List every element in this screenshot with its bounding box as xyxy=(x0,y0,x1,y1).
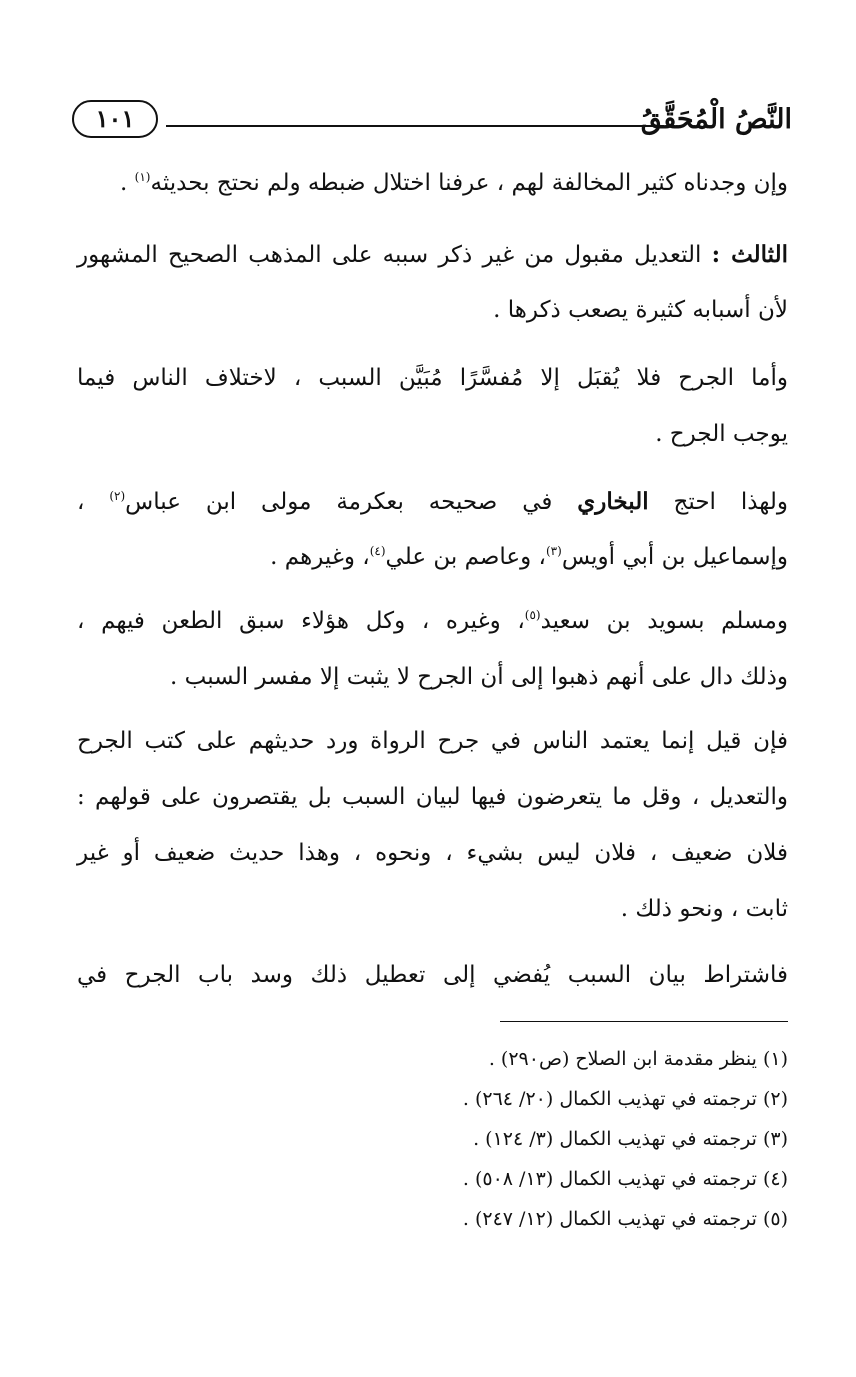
text-run: ، وغيره ، وكل هؤلاء سبق الطعن فيهم ، xyxy=(77,608,525,634)
footnote-mark: (٤) xyxy=(369,544,386,558)
footnote-mark: (١) xyxy=(134,170,151,184)
page-header xyxy=(72,96,792,156)
text-run: التعديل مقبول من غير ذكر سببه على المذهب الصحيح المشهور xyxy=(77,242,702,268)
text-run: . xyxy=(120,170,135,196)
text-line xyxy=(77,608,788,648)
footnote-separator xyxy=(500,1021,788,1022)
text-run: ولهذا احتج xyxy=(673,489,789,515)
text-line: فلان ضعيف ، فلان ليس بشيء ، ونحوه ، وهذا حديث ضعيف أو غير xyxy=(77,840,788,866)
footnote: (٤) ترجمته في تهذيب الكمال (١٣/ ٥٠٨) . xyxy=(462,1168,788,1190)
text-run: وإسماعيل بن أبي أويس xyxy=(561,544,788,570)
bold-term: البخاري xyxy=(577,488,649,515)
text-line xyxy=(120,170,788,210)
text-line: لأن أسبابه كثيرة يصعب ذكرها . xyxy=(493,297,788,323)
text-line: يوجب الجرح . xyxy=(655,421,788,447)
text-run: ، وغيرهم . xyxy=(270,544,370,570)
text-line: وأما الجرح فلا يُقبَل إلا مُفسَّرًا مُبَيَّن السبب ، لاختلاف الناس فيما xyxy=(77,365,788,391)
text-line xyxy=(77,241,788,281)
page-number: ١٠١ xyxy=(72,100,158,138)
text-line: فإن قيل إنما يعتمد الناس في جرح الرواة ورد حديثهم على كتب الجرح xyxy=(77,728,788,754)
footnote: (٥) ترجمته في تهذيب الكمال (١٢/ ٢٤٧) . xyxy=(462,1208,788,1230)
text-run: ، xyxy=(77,489,110,515)
text-line: وذلك دال على أنهم ذهبوا إلى أن الجرح لا يثبت إلا مفسر السبب . xyxy=(170,664,788,690)
footnote: (٣) ترجمته في تهذيب الكمال (٣/ ١٢٤) . xyxy=(473,1128,788,1150)
bold-term: الثالث : xyxy=(711,241,789,268)
footnote-mark: (٣) xyxy=(545,544,562,558)
text-run: وإن وجدناه كثير المخالفة لهم ، عرفنا اختلال ضبطه ولم نحتج بحديثه xyxy=(150,170,788,196)
text-line: والتعديل ، وقل ما يتعرضون فيها لبيان السبب بل يقتصرون على قولهم : xyxy=(77,784,788,810)
text-run: ومسلم بسويد بن سعيد xyxy=(540,608,788,634)
text-run: في صحيحه بعكرمة مولى ابن عباس xyxy=(125,489,553,515)
footnote: (٢) ترجمته في تهذيب الكمال (٢٠/ ٢٦٤) . xyxy=(462,1088,788,1110)
header-rule xyxy=(166,125,664,127)
text-line xyxy=(270,544,788,584)
footnote-mark: (٢) xyxy=(109,489,126,503)
text-line xyxy=(77,488,788,528)
running-title: النَّصُ الْمُحَقَّقُ xyxy=(640,104,792,135)
footnote: (١) ينظر مقدمة ابن الصلاح (ص٢٩٠) . xyxy=(488,1048,788,1070)
footnote-mark: (٥) xyxy=(524,608,541,622)
text-line: ثابت ، ونحو ذلك . xyxy=(620,896,788,922)
text-run: ، وعاصم بن علي xyxy=(385,544,546,570)
text-line: فاشتراط بيان السبب يُفضي إلى تعطيل ذلك وسد باب الجرح في xyxy=(77,962,788,988)
